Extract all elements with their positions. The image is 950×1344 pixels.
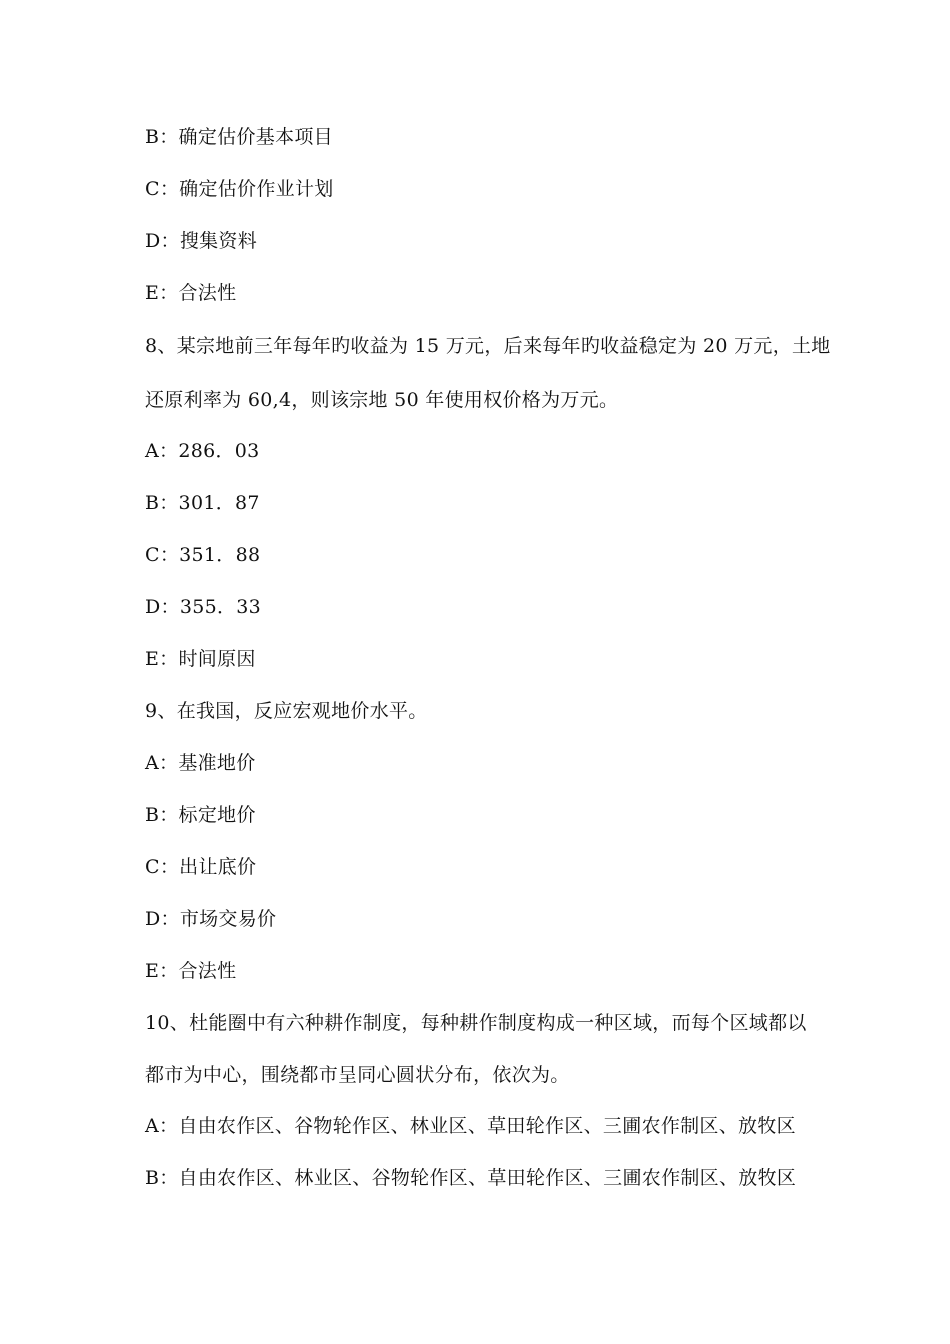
question-9-option-a: A：基准地价 — [145, 752, 256, 774]
option-d-line: D：搜集资料 — [145, 230, 258, 252]
option-e-line: E：合法性 — [145, 282, 237, 304]
question-8-option-d: D：355．33 — [145, 596, 262, 618]
question-8-line-1: 8、某宗地前三年每年旳收益为 15 万元，后来每年旳收益稳定为 20 万元，土地 — [145, 335, 831, 357]
question-8-option-c: C：351．88 — [145, 544, 261, 566]
question-9-line: 9、在我国，反应宏观地价水平。 — [145, 700, 428, 722]
question-10-option-a: A：自由农作区、谷物轮作区、林业区、草田轮作区、三圃农作制区、放牧区 — [145, 1115, 796, 1137]
question-9-option-e: E：合法性 — [145, 960, 237, 982]
question-9-option-c: C：出让底价 — [145, 856, 257, 878]
question-10-line-1: 10、杜能圈中有六种耕作制度，每种耕作制度构成一种区域，而每个区域都以 — [145, 1012, 807, 1034]
question-8-option-e: E：时间原因 — [145, 648, 256, 670]
option-b-line: B：确定估价基本项目 — [145, 126, 333, 148]
question-8-option-a: A：286．03 — [145, 440, 260, 462]
question-9-option-d: D：市场交易价 — [145, 908, 277, 930]
question-9-option-b: B：标定地价 — [145, 804, 256, 826]
question-8-line-2: 还原利率为 60,4，则该宗地 50 年使用权价格为万元。 — [145, 389, 619, 411]
question-10-line-2: 都市为中心，围绕都市呈同心圆状分布，依次为。 — [145, 1064, 570, 1086]
question-8-option-b: B：301．87 — [145, 492, 260, 514]
option-c-line: C：确定估价作业计划 — [145, 178, 334, 200]
question-10-option-b: B：自由农作区、林业区、谷物轮作区、草田轮作区、三圃农作制区、放牧区 — [145, 1167, 797, 1189]
